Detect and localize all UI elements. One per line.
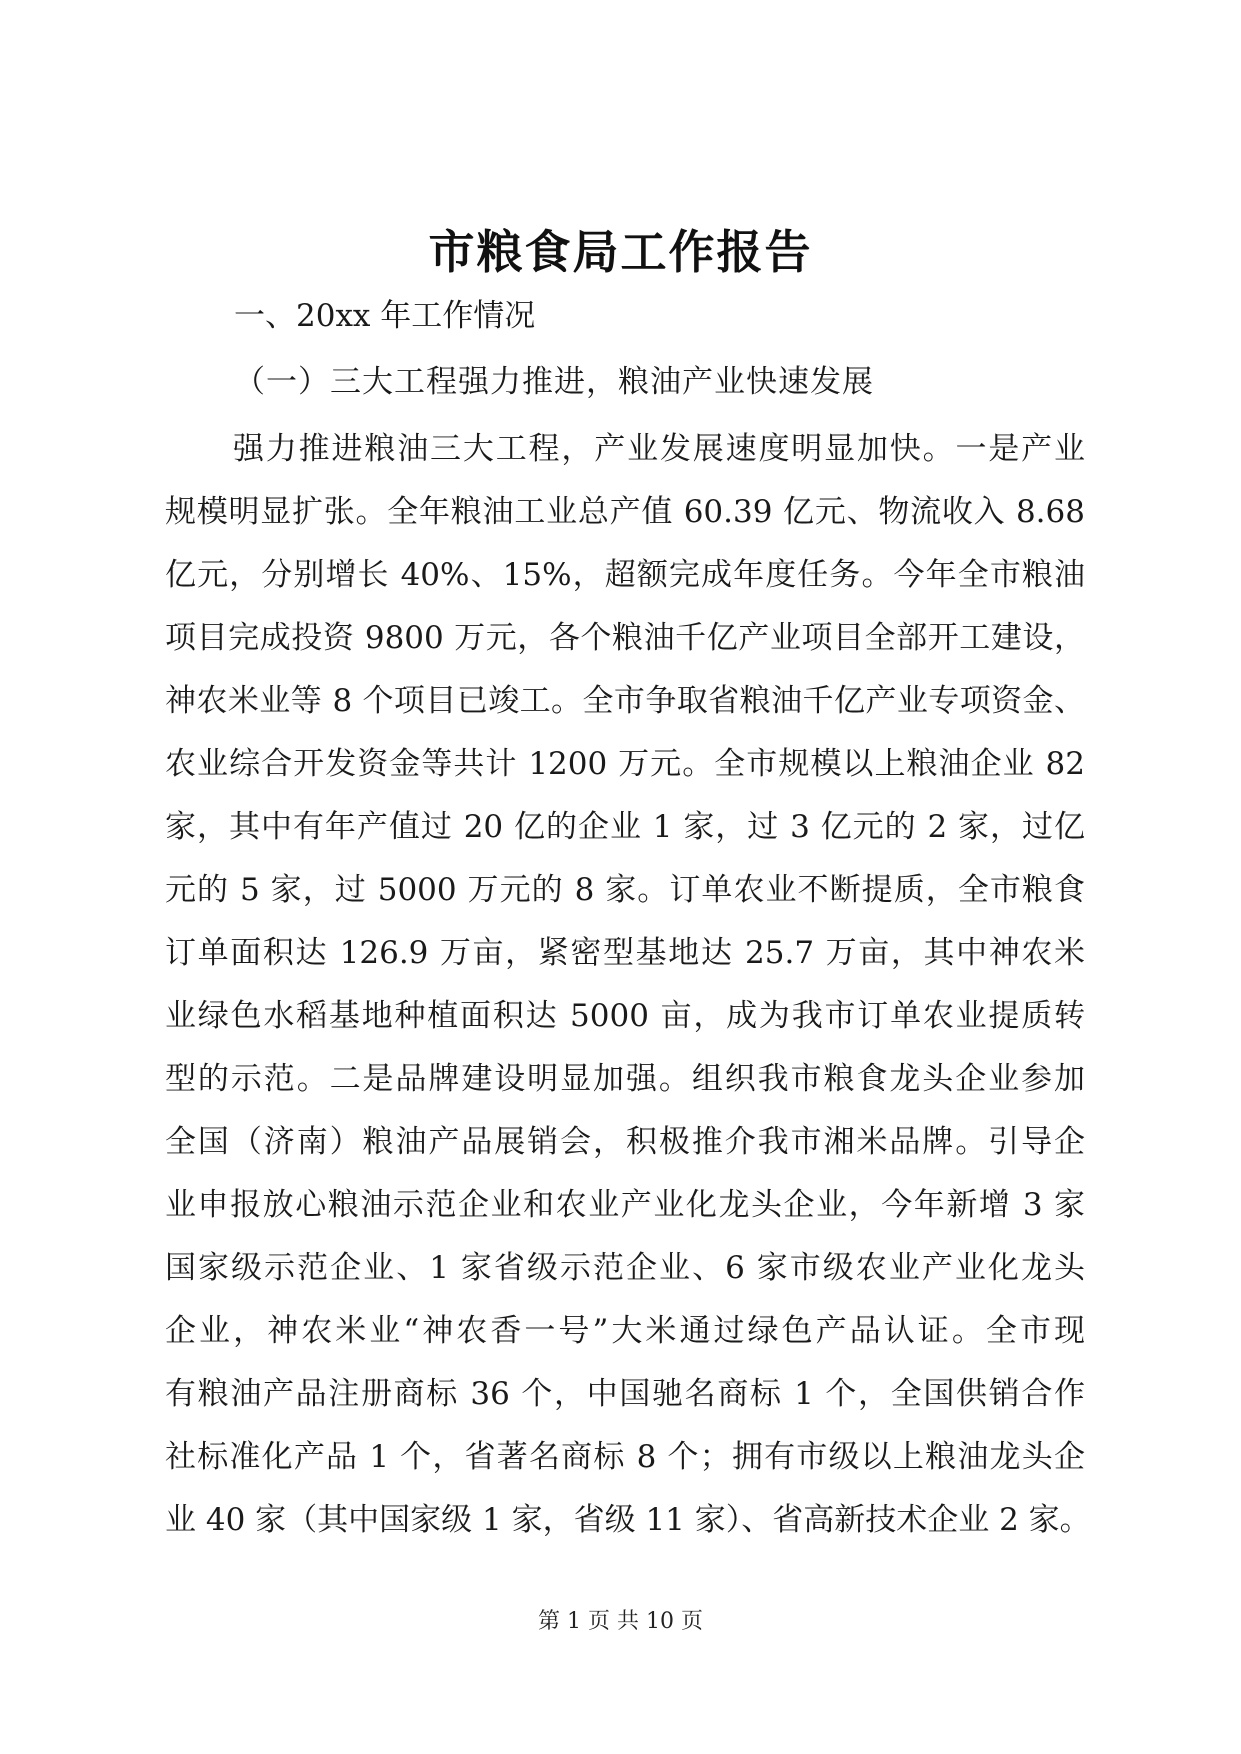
document-title: 市粮食局工作报告 — [428, 225, 813, 279]
paragraph-line: 国家级示范企业、1 家省级示范企业、6 家市级农业产业化龙头 — [165, 1250, 1085, 1286]
paragraph-line: 神农米业等 8 个项目已竣工。全市争取省粮油千亿产业专项资金、 — [165, 683, 1085, 719]
paragraph-line: 全国（济南）粮油产品展销会，积极推介我市湘米品牌。引导企 — [165, 1124, 1085, 1160]
paragraph-line: 社标准化产品 1 个，省著名商标 8 个；拥有市级以上粮油龙头企 — [165, 1439, 1085, 1475]
page-number-footer: 第 1 页 共 10 页 — [538, 1609, 703, 1634]
paragraph-line: 强力推进粮油三大工程，产业发展速度明显加快。一是产业 — [233, 431, 1085, 467]
paragraph-line: 规模明显扩张。全年粮油工业总产值 60.39 亿元、物流收入 8.68 — [165, 494, 1085, 530]
paragraph-line: 有粮油产品注册商标 36 个，中国驰名商标 1 个，全国供销合作 — [165, 1376, 1085, 1412]
paragraph-line: 家，其中有年产值过 20 亿的企业 1 家，过 3 亿元的 2 家，过亿 — [165, 809, 1085, 845]
body-paragraph — [165, 418, 1091, 1552]
paragraph-line: 企业，神农米业“神农香一号”大米通过绿色产品认证。全市现 — [165, 1313, 1085, 1349]
paragraph-line: 元的 5 家，过 5000 万元的 8 家。订单农业不断提质，全市粮食 — [165, 872, 1085, 908]
paragraph-line: 业申报放心粮油示范企业和农业产业化龙头企业，今年新增 3 家 — [165, 1187, 1085, 1223]
paragraph-line: 业绿色水稻基地种植面积达 5000 亩，成为我市订单农业提质转 — [165, 998, 1085, 1034]
subsection-heading: （一）三大工程强力推进，粮油产业快速发展 — [234, 364, 874, 400]
paragraph-line: 亿元，分别增长 40%、15%，超额完成年度任务。今年全市粮油 — [165, 557, 1085, 593]
paragraph-line: 农业综合开发资金等共计 1200 万元。全市规模以上粮油企业 82 — [165, 746, 1085, 782]
paragraph-line: 订单面积达 126.9 万亩，紧密型基地达 25.7 万亩，其中神农米 — [165, 935, 1085, 971]
paragraph-line: 业 40 家（其中国家级 1 家，省级 11 家）、省高新技术企业 2 家。 — [165, 1502, 1091, 1538]
paragraph-line: 项目完成投资 9800 万元，各个粮油千亿产业项目全部开工建设， — [165, 620, 1085, 656]
section-heading: 一、20xx 年工作情况 — [234, 298, 536, 334]
paragraph-line: 型的示范。二是品牌建设明显加强。组织我市粮食龙头企业参加 — [165, 1061, 1085, 1097]
